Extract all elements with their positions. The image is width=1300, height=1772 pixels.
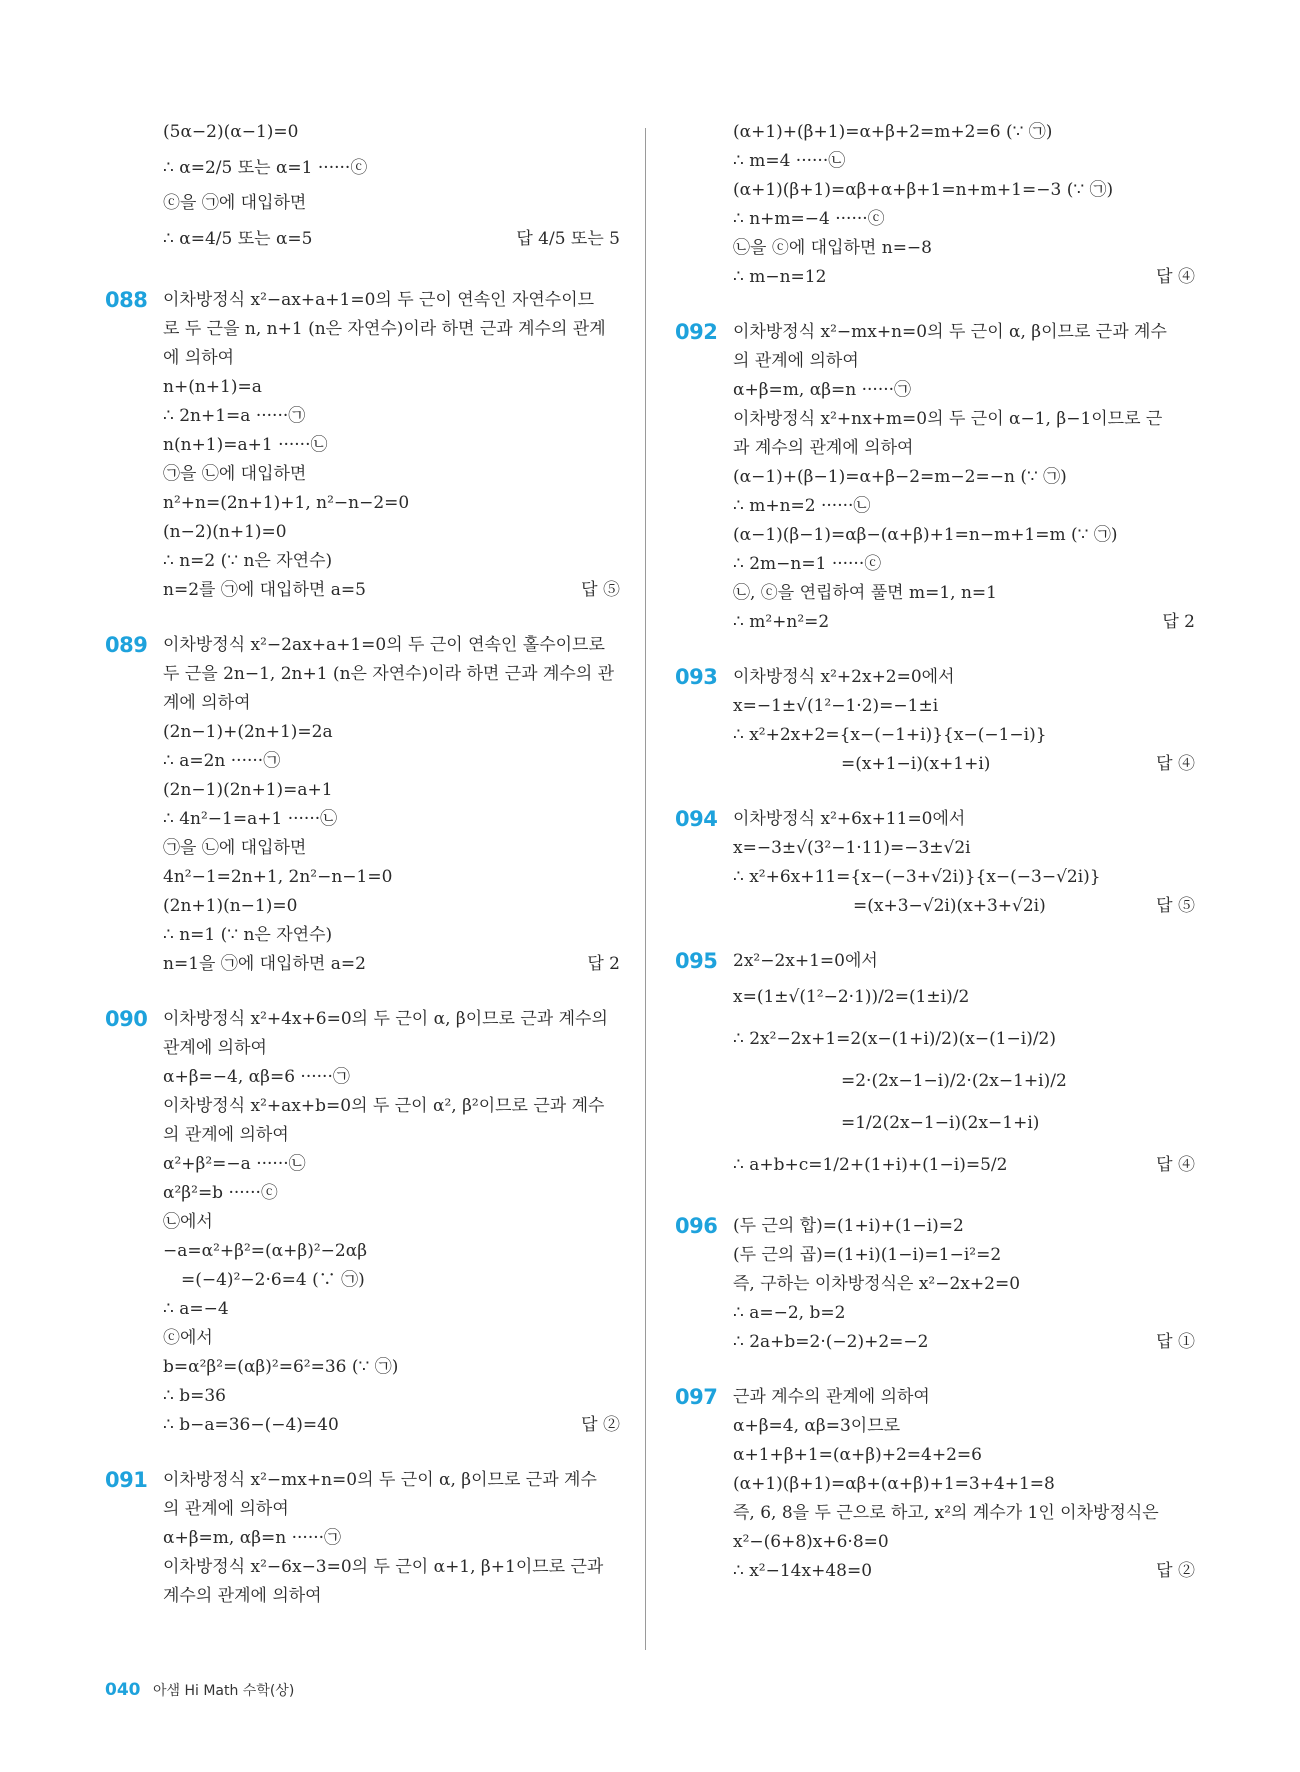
solution-line <box>105 489 620 518</box>
solution-line <box>675 521 1195 550</box>
line-text: ㉠을 ㉡에 대입하면 <box>163 838 307 858</box>
line-text: =(x+3−√2i)(x+3+√2i) <box>853 896 1046 916</box>
line-text: x=−1±√(1²−1·2)=−1±i <box>733 696 939 716</box>
book-title: 아샘 Hi Math 수학(상) <box>152 1683 295 1699</box>
line-text: α+1+β+1=(α+β)+2=4+2=6 <box>733 1445 982 1465</box>
line-text: ∴ α=4/5 또는 α=5 <box>163 229 313 249</box>
solution-line <box>675 1470 1195 1499</box>
line-text: x=−3±√(3²−1·11)=−3±√2i <box>733 838 971 858</box>
solution-line <box>105 286 620 315</box>
solution-line <box>105 863 620 892</box>
line-text: x=(1±√(1²−2·1))/2=(1±i)/2 <box>733 987 970 1007</box>
line-text: =(−4)²−2·6=4 (∵ ㉠) <box>181 1270 365 1290</box>
line-text: ∴ n=2 (∵ n은 자연수) <box>163 551 333 571</box>
solution-line <box>675 550 1195 579</box>
problem-number: 097 <box>675 1385 718 1409</box>
line-text: 이차방정식 x²+ax+b=0의 두 근이 α², β²이므로 근과 계수 <box>163 1096 605 1116</box>
line-text: (n−2)(n+1)=0 <box>163 522 287 542</box>
problem-number: 089 <box>105 633 148 657</box>
section-gap <box>105 979 620 1005</box>
solution-line <box>675 234 1195 263</box>
line-text: 관계에 의하여 <box>163 1038 267 1058</box>
answer-mark: 답 2 <box>1162 612 1195 632</box>
solution-line <box>675 434 1195 463</box>
solution-line <box>675 147 1195 176</box>
solution-line <box>675 1412 1195 1441</box>
solution-line <box>105 1353 620 1382</box>
solution-line <box>105 315 620 344</box>
section-gap <box>675 637 1195 663</box>
solution-line <box>675 1528 1195 1557</box>
solution-line <box>675 608 1195 637</box>
solution-line <box>105 1121 620 1150</box>
answer-mark: 답 ② <box>1156 1561 1195 1581</box>
section-gap <box>105 605 620 631</box>
line-text: (2n−1)+(2n+1)=2a <box>163 722 333 742</box>
solution-line <box>105 460 620 489</box>
solution-line <box>105 373 620 402</box>
solution-line <box>105 747 620 776</box>
line-text: (α−1)(β−1)=αβ−(α+β)+1=n−m+1=m (∵ ㉠) <box>733 525 1118 545</box>
line-text: 2x²−2x+1=0에서 <box>733 951 878 971</box>
solution-line <box>105 1179 620 1208</box>
answer-mark: 답 ⑤ <box>1156 896 1195 916</box>
solution-line <box>675 376 1195 405</box>
line-text: α+β=4, αβ=3이므로 <box>733 1416 901 1436</box>
solution-line <box>675 118 1195 147</box>
line-text: 의 관계에 의하여 <box>163 1499 289 1519</box>
column-divider <box>645 128 646 1650</box>
line-text: ㉠을 ㉡에 대입하면 <box>163 464 307 484</box>
section-gap <box>675 1186 1195 1212</box>
line-text: 이차방정식 x²−ax+a+1=0의 두 근이 연속인 자연수이므 <box>163 290 595 310</box>
solution-line <box>675 721 1195 750</box>
solution-line <box>675 947 1195 976</box>
line-text: ∴ m+n=2 ······㉡ <box>733 496 871 516</box>
line-text: 과 계수의 관계에 의하여 <box>733 438 914 458</box>
solution-line <box>675 463 1195 492</box>
solution-line <box>105 402 620 431</box>
solution-line <box>105 660 620 689</box>
line-text: ∴ a=−2, b=2 <box>733 1303 846 1323</box>
line-text: =1/2(2x−1−i)(2x−1+i) <box>841 1113 1040 1133</box>
line-text: (2n−1)(2n+1)=a+1 <box>163 780 333 800</box>
problem-number: 093 <box>675 665 718 689</box>
line-text: α²β²=b ······ⓒ <box>163 1183 278 1203</box>
line-text: ∴ b=36 <box>163 1386 226 1406</box>
solution-line <box>675 1018 1195 1060</box>
solution-line <box>105 147 620 189</box>
solution-line <box>675 1557 1195 1586</box>
line-text: ∴ a=−4 <box>163 1299 229 1319</box>
line-text: 이차방정식 x²+2x+2=0에서 <box>733 667 955 687</box>
line-text: ∴ a=2n ······㉠ <box>163 751 281 771</box>
problem-number: 090 <box>105 1007 148 1031</box>
solution-line <box>675 176 1195 205</box>
solution-line <box>105 547 620 576</box>
line-text: −a=α²+β²=(α+β)²−2αβ <box>163 1241 368 1261</box>
section-gap <box>105 260 620 286</box>
solution-line <box>105 189 620 218</box>
solution-line <box>105 431 620 460</box>
solution-line <box>105 1092 620 1121</box>
solution-line <box>105 576 620 605</box>
line-text: ∴ 4n²−1=a+1 ······㉡ <box>163 809 338 829</box>
line-text: (α+1)(β+1)=αβ+α+β+1=n+m+1=−3 (∵ ㉠) <box>733 180 1114 200</box>
line-text: x²−(6+8)x+6·8=0 <box>733 1532 889 1552</box>
right-column <box>675 118 1195 1586</box>
solution-line <box>675 1060 1195 1102</box>
solution-line <box>675 347 1195 376</box>
line-text: ⓒ을 ㉠에 대입하면 <box>163 193 307 213</box>
solution-line <box>105 1266 620 1295</box>
line-text: 이차방정식 x²−6x−3=0의 두 근이 α+1, β+1이므로 근과 <box>163 1557 604 1577</box>
answer-mark: 답 4/5 또는 5 <box>516 229 620 249</box>
solution-line <box>675 1299 1195 1328</box>
solution-line <box>105 518 620 547</box>
solution-line <box>675 579 1195 608</box>
solution-line <box>105 1582 620 1611</box>
answer-mark: 답 ① <box>1156 1332 1195 1352</box>
solution-line <box>675 318 1195 347</box>
section-gap <box>675 292 1195 318</box>
line-text: 이차방정식 x²−mx+n=0의 두 근이 α, β이므로 근과 계수 <box>163 1470 597 1490</box>
solution-line <box>675 205 1195 234</box>
solution-line <box>105 1466 620 1495</box>
line-text: ∴ 2n+1=a ······㉠ <box>163 406 306 426</box>
line-text: 두 근을 2n−1, 2n+1 (n은 자연수)이라 하면 근과 계수의 관 <box>163 664 615 684</box>
solution-line <box>675 692 1195 721</box>
line-text: 이차방정식 x²+6x+11=0에서 <box>733 809 966 829</box>
solution-line <box>105 892 620 921</box>
answer-mark: 답 ② <box>581 1415 620 1435</box>
line-text: =(x+1−i)(x+1+i) <box>841 754 991 774</box>
solution-line <box>675 834 1195 863</box>
section-gap <box>105 1440 620 1466</box>
line-text: 근과 계수의 관계에 의하여 <box>733 1387 930 1407</box>
solution-line <box>105 1553 620 1582</box>
solution-line <box>105 631 620 660</box>
solution-line <box>105 689 620 718</box>
solution-line <box>675 263 1195 292</box>
line-text: 4n²−1=2n+1, 2n²−n−1=0 <box>163 867 393 887</box>
line-text: 즉, 6, 8을 두 근으로 하고, x²의 계수가 1인 이차방정식은 <box>733 1503 1159 1523</box>
line-text: 계수의 관계에 의하여 <box>163 1586 322 1606</box>
line-text: ㉡, ⓒ을 연립하여 풀면 m=1, n=1 <box>733 583 997 603</box>
line-text: α+β=m, αβ=n ······㉠ <box>163 1528 342 1548</box>
solution-line <box>105 718 620 747</box>
section-gap <box>675 779 1195 805</box>
line-text: α+β=m, αβ=n ······㉠ <box>733 380 912 400</box>
line-text: 로 두 근을 n, n+1 (n은 자연수)이라 하면 근과 계수의 관계 <box>163 319 606 339</box>
line-text: ∴ x²−14x+48=0 <box>733 1561 873 1581</box>
solution-line <box>105 1034 620 1063</box>
line-text: (α−1)+(β−1)=α+β−2=m−2=−n (∵ ㉠) <box>733 467 1067 487</box>
page-number: 040 <box>105 1680 141 1700</box>
solution-line <box>105 1324 620 1353</box>
solution-line <box>105 1382 620 1411</box>
solution-line <box>105 1208 620 1237</box>
solution-line <box>675 1212 1195 1241</box>
solution-line <box>105 805 620 834</box>
solution-line <box>675 405 1195 434</box>
line-text: (2n+1)(n−1)=0 <box>163 896 298 916</box>
line-text: α²+β²=−a ······㉡ <box>163 1154 306 1174</box>
solution-line <box>675 976 1195 1018</box>
page-footer <box>105 1680 294 1700</box>
line-text: 의 관계에 의하여 <box>163 1125 289 1145</box>
line-text: 에 의하여 <box>163 348 235 368</box>
line-text: 이차방정식 x²+4x+6=0의 두 근이 α, β이므로 근과 계수의 <box>163 1009 608 1029</box>
line-text: ∴ m=4 ······㉡ <box>733 151 846 171</box>
problem-number: 092 <box>675 320 718 344</box>
line-text: ∴ n+m=−4 ······ⓒ <box>733 209 885 229</box>
line-text: n=1을 ㉠에 대입하면 a=2 <box>163 954 366 974</box>
solution-line <box>105 1524 620 1553</box>
line-text: (α+1)(β+1)=αβ+(α+β)+1=3+4+1=8 <box>733 1474 1055 1494</box>
solution-line <box>105 834 620 863</box>
problem-number: 095 <box>675 949 718 973</box>
solution-line <box>675 1270 1195 1299</box>
section-gap <box>675 1357 1195 1383</box>
answer-mark: 답 ④ <box>1156 267 1195 287</box>
line-text: ∴ x²+2x+2={x−(−1+i)}{x−(−1−i)} <box>733 725 1047 745</box>
solution-line <box>105 1411 620 1440</box>
answer-mark: 답 ④ <box>1156 1155 1195 1175</box>
solution-line <box>675 663 1195 692</box>
problem-number: 096 <box>675 1214 718 1238</box>
line-text: ㉡을 ⓒ에 대입하면 n=−8 <box>733 238 932 258</box>
line-text: ∴ m−n=12 <box>733 267 827 287</box>
solution-line <box>675 492 1195 521</box>
problem-number: 091 <box>105 1468 148 1492</box>
line-text: 계에 의하여 <box>163 693 251 713</box>
line-text: 이차방정식 x²+nx+m=0의 두 근이 α−1, β−1이므로 근 <box>733 409 1163 429</box>
solution-line <box>105 1495 620 1524</box>
solution-line <box>675 750 1195 779</box>
line-text: ∴ m²+n²=2 <box>733 612 830 632</box>
solution-line <box>675 1383 1195 1412</box>
line-text: ∴ 2m−n=1 ······ⓒ <box>733 554 882 574</box>
solution-line <box>675 1241 1195 1270</box>
answer-mark: 답 2 <box>587 954 620 974</box>
left-column <box>105 118 620 1611</box>
solution-line <box>105 1295 620 1324</box>
line-text: (α+1)+(β+1)=α+β+2=m+2=6 (∵ ㉠) <box>733 122 1053 142</box>
line-text: b=α²β²=(αβ)²=6²=36 (∵ ㉠) <box>163 1357 399 1377</box>
solution-line <box>675 1102 1195 1144</box>
line-text: ㉡에서 <box>163 1212 213 1232</box>
line-text: α+β=−4, αβ=6 ······㉠ <box>163 1067 350 1087</box>
solution-line <box>105 218 620 260</box>
line-text: n(n+1)=a+1 ······㉡ <box>163 435 328 455</box>
line-text: 의 관계에 의하여 <box>733 351 859 371</box>
solution-line <box>675 863 1195 892</box>
solution-line <box>675 1144 1195 1186</box>
section-gap <box>675 921 1195 947</box>
solution-line <box>675 1499 1195 1528</box>
line-text: (5α−2)(α−1)=0 <box>163 122 299 142</box>
line-text: ∴ 2x²−2x+1=2(x−(1+i)/2)(x−(1−i)/2) <box>733 1029 1057 1049</box>
line-text: ∴ 2a+b=2·(−2)+2=−2 <box>733 1332 929 1352</box>
solution-line <box>675 1441 1195 1470</box>
line-text: ⓒ에서 <box>163 1328 213 1348</box>
line-text: ∴ b−a=36−(−4)=40 <box>163 1415 339 1435</box>
line-text: n²+n=(2n+1)+1, n²−n−2=0 <box>163 493 410 513</box>
solution-line <box>675 805 1195 834</box>
solution-line <box>105 776 620 805</box>
answer-mark: 답 ④ <box>1156 754 1195 774</box>
line-text: (두 근의 합)=(1+i)+(1−i)=2 <box>733 1216 964 1236</box>
line-text: 이차방정식 x²−2ax+a+1=0의 두 근이 연속인 홀수이므로 <box>163 635 605 655</box>
solution-line <box>675 1328 1195 1357</box>
line-text: 이차방정식 x²−mx+n=0의 두 근이 α, β이므로 근과 계수 <box>733 322 1167 342</box>
line-text: n=2를 ㉠에 대입하면 a=5 <box>163 580 366 600</box>
answer-mark: 답 ⑤ <box>581 580 620 600</box>
problem-number: 088 <box>105 288 148 312</box>
line-text: ∴ x²+6x+11={x−(−3+√2i)}{x−(−3−√2i)} <box>733 867 1101 887</box>
line-text: =2·(2x−1−i)/2·(2x−1+i)/2 <box>841 1071 1067 1091</box>
solution-line <box>105 950 620 979</box>
solution-line <box>105 1005 620 1034</box>
solution-line <box>105 118 620 147</box>
solution-line <box>105 1063 620 1092</box>
line-text: n+(n+1)=a <box>163 377 262 397</box>
line-text: (두 근의 곱)=(1+i)(1−i)=1−i²=2 <box>733 1245 1002 1265</box>
problem-number: 094 <box>675 807 718 831</box>
solution-line <box>105 1237 620 1266</box>
line-text: 즉, 구하는 이차방정식은 x²−2x+2=0 <box>733 1274 1021 1294</box>
solution-line <box>105 344 620 373</box>
solution-line <box>675 892 1195 921</box>
solution-line <box>105 921 620 950</box>
line-text: ∴ n=1 (∵ n은 자연수) <box>163 925 333 945</box>
line-text: ∴ a+b+c=1/2+(1+i)+(1−i)=5/2 <box>733 1155 1008 1175</box>
line-text: ∴ α=2/5 또는 α=1 ······ⓒ <box>163 158 368 178</box>
solution-line <box>105 1150 620 1179</box>
